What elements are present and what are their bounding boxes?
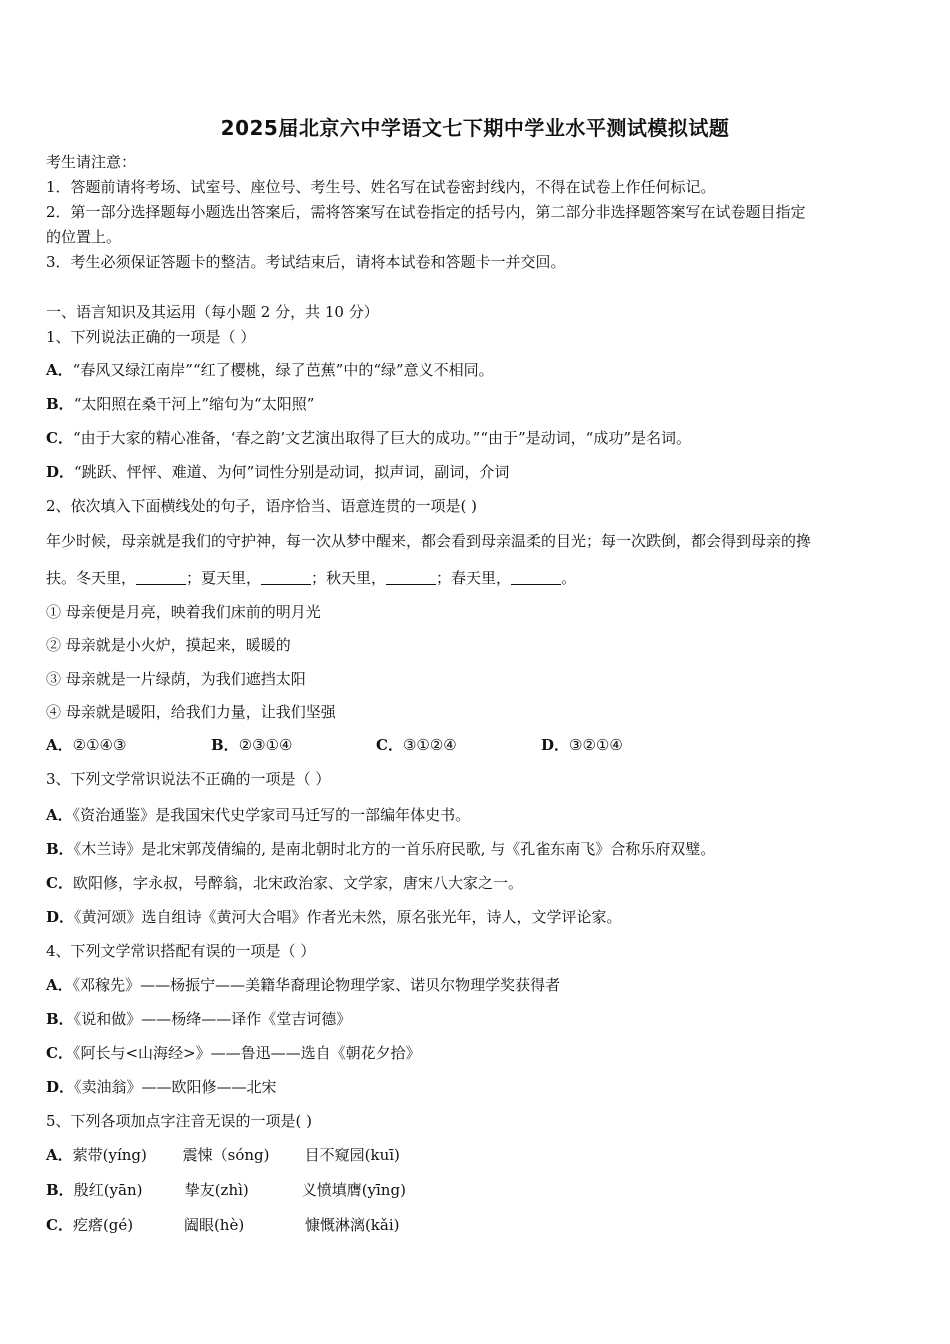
option-label: B． <box>46 1181 74 1199</box>
option-text: “由于大家的精心准备，‘春之韵’文艺演出取得了巨大的成功。”“由于”是动词，“成功”是名词。 <box>72 429 692 447</box>
option-label: C． <box>46 1216 73 1234</box>
option-label: A． <box>46 361 73 379</box>
pinyin-item: 阖眼(hè) <box>183 1216 245 1234</box>
q2-stem: 2、依次填入下面横线处的句子，语序恰当、语意连贯的一项是( ) <box>46 497 478 515</box>
option-text: ③②①④ <box>569 736 623 754</box>
q2-option-d <box>541 735 706 755</box>
option-label: D． <box>46 463 75 481</box>
notice-item-2-cont: 的位置上。 <box>46 228 122 246</box>
fill-blank-3 <box>386 570 436 585</box>
option-label: C． <box>46 1044 73 1062</box>
q4-option-c <box>46 1043 906 1063</box>
option-text: ②③①④ <box>238 736 293 754</box>
option-label: D． <box>541 736 570 754</box>
q2-sentence-1: ① 母亲便是月亮，映着我们床前的明月光 <box>46 603 321 621</box>
pinyin-item: 义愤填膺(yīng) <box>301 1181 406 1199</box>
option-text: 欧阳修，字永叔，号醉翁，北宋政治家、文学家，唐宋八大家之一。 <box>72 874 523 892</box>
passage-text: ；春天里， <box>436 569 512 587</box>
q5-option-c <box>46 1215 906 1235</box>
q3-stem: 3、下列文学常识说法不正确的一项是（ ） <box>46 770 331 788</box>
option-text: 《说和做》——杨绛——译作《堂吉诃德》 <box>73 1010 352 1028</box>
q3-option-a <box>46 805 906 825</box>
q2-option-a <box>46 735 211 755</box>
q2-sentence-3: ③ 母亲就是一片绿荫，为我们遮挡太阳 <box>46 670 306 688</box>
page-title: 2025届北京六中学语文七下期中学业水平测试模拟试题 <box>220 116 730 140</box>
q2-sentence-4: ④ 母亲就是暖阳，给我们力量，让我们坚强 <box>46 703 336 721</box>
option-text: 《阿长与<山海经>》——鲁迅——选自《朝花夕拾》 <box>72 1044 421 1062</box>
option-label: A． <box>46 1146 73 1164</box>
pinyin-item: 疙瘩(gé) <box>72 1216 134 1234</box>
pinyin-item: 目不窥园(kuī) <box>304 1146 400 1164</box>
pinyin-item: 慷慨淋漓(kǎi) <box>304 1216 400 1234</box>
q3-option-c <box>46 873 906 893</box>
option-text: “春风又绿江南岸”“红了樱桃，绿了芭蕉”中的“绿”意义不相同。 <box>72 361 494 379</box>
option-text: 《黄河颂》选自组诗《黄河大合唱》作者光未然，原名张光年，诗人，文学评论家。 <box>74 908 622 926</box>
q5-option-b <box>46 1180 906 1200</box>
passage-text: 扶。冬天里， <box>46 569 137 587</box>
q1-option-c <box>46 428 906 448</box>
q4-option-d <box>46 1077 906 1097</box>
option-label: B． <box>211 736 239 754</box>
option-text: “跳跃、怦怦、难道、为何”词性分别是动词，拟声词，副词，介词 <box>74 463 510 481</box>
q2-option-b <box>211 735 376 755</box>
notice-heading: 考生请注意： <box>46 153 137 171</box>
q2-passage-line2 <box>46 568 906 588</box>
section-heading: 一、语言知识及其运用（每小题 2 分，共 10 分） <box>46 303 379 321</box>
option-text: ③①②④ <box>402 736 457 754</box>
option-text: 《邓稼先》——杨振宁——美籍华裔理论物理学家、诺贝尔物理学奖获得者 <box>72 976 561 994</box>
option-label: C． <box>46 874 73 892</box>
q4-stem: 4、下列文学常识搭配有误的一项是（ ） <box>46 942 316 960</box>
q2-sentence-2: ② 母亲就是小火炉，摸起来，暖暖的 <box>46 636 291 654</box>
option-text: 《资治通鉴》是我国宋代史学家司马迁写的一部编年体史书。 <box>72 806 471 824</box>
fill-blank-2 <box>261 570 311 585</box>
notice-item-2: 2．第一部分选择题每小题选出答案后，需将答案写在试卷指定的括号内，第二部分非选择题答案写在试卷题目指定 <box>46 203 806 221</box>
q4-option-b <box>46 1009 906 1029</box>
pinyin-item: 殷红(yān) <box>73 1181 143 1199</box>
fill-blank-1 <box>136 570 186 585</box>
q5-option-a <box>46 1145 906 1165</box>
option-label: D． <box>46 1078 75 1096</box>
passage-text: ；夏天里， <box>186 569 262 587</box>
q2-option-c <box>376 735 541 755</box>
option-label: A． <box>46 976 73 994</box>
q4-option-a <box>46 975 906 995</box>
option-text: 《卖油翁》——欧阳修——北宋 <box>74 1078 277 1096</box>
option-label: A． <box>46 806 73 824</box>
pinyin-item: 萦带(yíng) <box>72 1146 147 1164</box>
option-text: ②①④③ <box>72 736 127 754</box>
pinyin-item: 震悚（sóng) <box>182 1146 270 1164</box>
notice-item-3: 3．考生必须保证答题卡的整洁。考试结束后，请将本试卷和答题卡一并交回。 <box>46 253 566 271</box>
pinyin-item: 挚友(zhì) <box>184 1181 249 1199</box>
q2-passage-line1: 年少时候，母亲就是我们的守护神，每一次从梦中醒来，都会看到母亲温柔的目光；每一次跌倒，都会得到母亲的搀 <box>46 532 812 550</box>
option-label: C． <box>376 736 403 754</box>
option-text: 《木兰诗》是北宋郭茂倩编的, 是南北朝时北方的一首乐府民歌, 与《孔雀东南飞》合称乐府双璧。 <box>73 840 716 858</box>
option-label: B． <box>46 840 74 858</box>
option-label: D． <box>46 908 75 926</box>
q2-options <box>46 735 906 755</box>
q1-option-b <box>46 394 906 414</box>
q3-option-b <box>46 839 906 859</box>
fill-blank-4 <box>511 570 561 585</box>
q5-stem: 5、下列各项加点字注音无误的一项是( ) <box>46 1112 313 1130</box>
option-label: B． <box>46 395 74 413</box>
option-label: C． <box>46 429 73 447</box>
option-label: B． <box>46 1010 74 1028</box>
q1-option-d <box>46 462 906 482</box>
option-text: “太阳照在桑干河上”缩句为“太阳照” <box>73 395 315 413</box>
q1-option-a <box>46 360 906 380</box>
notice-item-1: 1．答题前请将考场、试室号、座位号、考生号、姓名写在试卷密封线内，不得在试卷上作任何标记。 <box>46 178 716 196</box>
option-label: A． <box>46 736 73 754</box>
passage-text: ；秋天里， <box>311 569 387 587</box>
passage-text: 。 <box>561 569 577 587</box>
q3-option-d <box>46 907 906 927</box>
q1-stem: 1、下列说法正确的一项是（ ） <box>46 328 256 346</box>
